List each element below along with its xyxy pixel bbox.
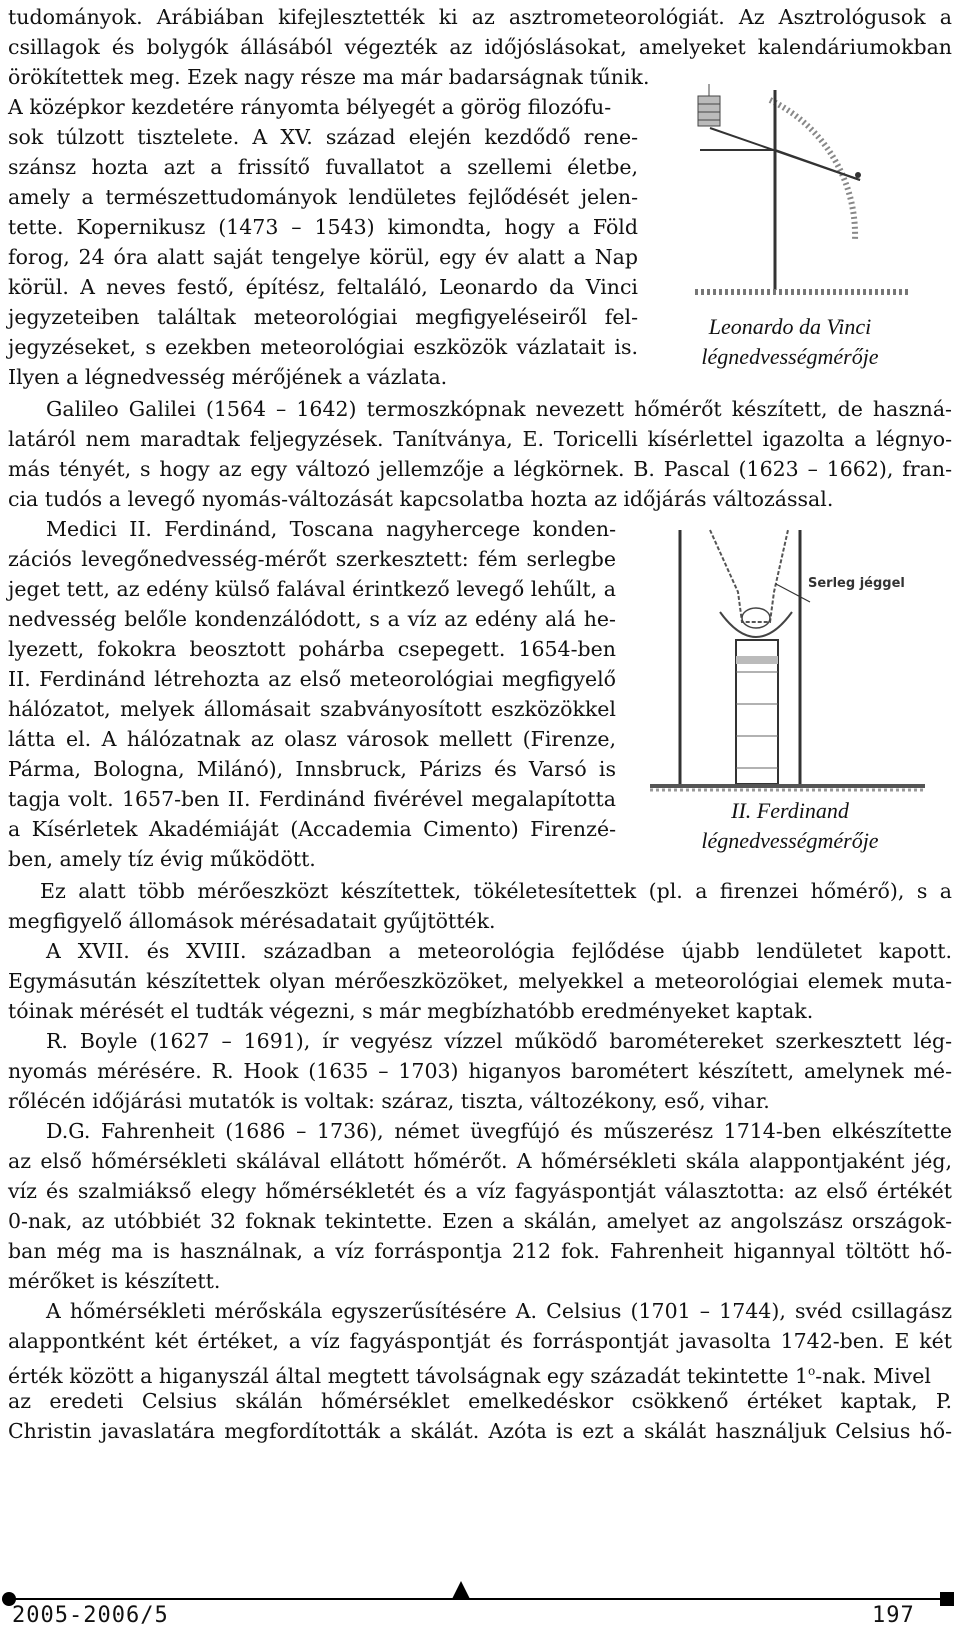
leonardo-hygrometer-illustration — [680, 80, 920, 320]
figure-caption-line: légnedvességmérője — [701, 828, 879, 853]
text-line: Párma, Bologna, Milánó), Innsbruck, Párizs és Varsó is — [8, 757, 616, 781]
text-line: A középkor kezdetére rányomta bélyegét a görög filozófu- — [8, 95, 612, 119]
footer-issue: 2005-2006/5 — [12, 1603, 169, 1628]
text-line: tudományok. Arábiában kifejlesztették ki az asztrometeorológiát. Az Asztrológusok a — [8, 5, 952, 29]
text-line: az eredeti Celsius skálán hőmérséklet emelkedéskor csökkenő értéket kaptak, P. — [8, 1389, 952, 1413]
text-line: a Kísérletek Akadémiáját (Accademia Cimento) Firenzé- — [8, 817, 616, 841]
text-line: jeget tett, az edény külső falával érintkező levegő lehűlt, a — [8, 577, 616, 601]
text-line: Christin javaslatára megfordították a skálát. Azóta is ezt a skálát használjuk Celsius hő- — [8, 1419, 952, 1443]
text-line: ben, amely tíz évig működött. — [8, 847, 316, 871]
text-line: Galileo Galilei (1564 – 1642) termoszkópnak nevezett hőmérőt készített, de haszná- — [46, 397, 952, 421]
text-line: zációs levegőnedvesség-mérőt szerkesztett: fém serlegbe — [8, 547, 616, 571]
text-line: tette. Kopernikusz (1473 – 1543) kimondta, hogy a Föld — [8, 215, 638, 239]
text-line: mérőket is készített. — [8, 1269, 221, 1293]
text-line: víz és szalmiákső elegy hőmérsékletét és a víz fagyáspontját választotta: az első értékét — [8, 1179, 952, 1203]
text-line: örökítettek meg. Ezek nagy része ma már badarságnak tűnik. — [8, 65, 650, 89]
text-line: cia tudós a levegő nyomás-változását kapcsolatba hozta az időjárás változással. — [8, 487, 834, 511]
text-line: alappontként két értéket, a víz fagyáspontját és forráspontját javasolta 1742-ben. E két — [8, 1329, 952, 1353]
text-line: forog, 24 óra alatt saját tengelye körül, egy év alatt a Nap — [8, 245, 638, 269]
text-line: Egymásután készítettek olyan mérőeszközöket, melyekkel a meteorológiai elemek muta- — [8, 969, 952, 993]
text-line: latáról nem maradtak feljegyzések. Tanítványa, E. Toricelli kísérlettel igazolta a légnyo- — [8, 427, 952, 451]
text-line: megfigyelő állomások mérésadatait gyűjtötték. — [8, 909, 496, 933]
footer-square-icon — [940, 1592, 954, 1606]
text-line: A XVII. és XVIII. században a meteorológia fejlődése újabb lendületet kapott. — [46, 939, 952, 963]
text-line: jegyzeteiben találtak meteorológiai megfigyeléseiről fel- — [8, 305, 638, 329]
footer-rule — [8, 1598, 952, 1600]
text-line: körül. A neves festő, építész, feltaláló, Leonardo da Vinci — [8, 275, 638, 299]
text-line: lyezett, fokokra beosztott pohárba csepegett. 1654-ben — [8, 637, 616, 661]
text-line: A hőmérsékleti mérőskála egyszerűsítésére A. Celsius (1701 – 1744), svéd csillagász — [46, 1299, 952, 1323]
text-line: Medici II. Ferdinánd, Toscana nagyhercege konden- — [46, 517, 616, 541]
ferdinand-hygrometer-illustration — [650, 522, 930, 792]
text-line: tagja volt. 1657-ben II. Ferdinánd fivérével megalapította — [8, 787, 616, 811]
text-line: nyomás mérésére. R. Hook (1635 – 1703) higanyos barométert készített, amelynek mé- — [8, 1059, 952, 1083]
text-span: -nak. Mivel — [815, 1363, 931, 1388]
text-line: nedvesség belőle kondenzálódott, s a víz az edény alá he- — [8, 607, 616, 631]
figure-caption-line: légnedvességmérője — [701, 344, 879, 369]
text-span: érték között a higanyszál által megtett távolságnak egy századát tekintette 1 — [8, 1363, 809, 1388]
text-line: rőlécén időjárási mutatók is voltak: száraz, tiszta, változékony, eső, vihar. — [8, 1089, 770, 1113]
text-line: tóinak mérését el tudták végezni, s már megbízhatóbb eredményeket kaptak. — [8, 999, 814, 1023]
text-line: jegyzéseket, s ezekben meteorológiai eszközök vázlatait is. — [8, 335, 638, 359]
text-line: Ez alatt több mérőeszközt készítettek, tökéletesítettek (pl. a firenzei hőmérő), s a — [40, 879, 952, 903]
figure-label: Serleg jéggel — [808, 576, 905, 591]
text-line: ban még ma is használnak, a víz forráspontja 212 fok. Fahrenheit higannyal töltött hő- — [8, 1239, 952, 1263]
figure-caption-line: II. Ferdinand — [731, 798, 849, 823]
text-line: hálózatot, melyek állomásait szabványosított eszközökkel — [8, 697, 616, 721]
superscript-degree: o — [808, 1364, 816, 1378]
footer-triangle-icon — [452, 1581, 470, 1599]
text-line: más tényét, s hogy az egy változó jellemzője a légkörnek. B. Pascal (1623 – 1662), fran- — [8, 457, 952, 481]
text-line: sok túlzott tisztelete. A XV. század elején kezdődő rene- — [8, 125, 638, 149]
text-line: II. Ferdinánd létrehozta az első meteorológiai megfigyelő — [8, 667, 616, 691]
text-line: 0-nak, az utóbbiét 32 foknak tekintette. Ezen a skálán, amelyet az angolszász országok- — [8, 1209, 952, 1233]
text-line: Ilyen a légnedvesség mérőjének a vázlata. — [8, 365, 448, 389]
text-line: R. Boyle (1627 – 1691), ír vegyész vízzel működő barométereket szerkesztett lég- — [46, 1029, 952, 1053]
text-line: az első hőmérsékleti skálával ellátott hőmérőt. A hőmérsékleti skála alappontjaként jég, — [8, 1149, 952, 1173]
footer-page-number: 197 — [872, 1603, 915, 1628]
text-line: amely a természettudományok lendületes fejlődését jelen- — [8, 185, 638, 209]
text-line: szánsz hozta azt a frissítő fuvallatot a szellemi életbe, — [8, 155, 638, 179]
figure-caption-line: Leonardo da Vinci — [708, 314, 872, 339]
text-line: látta el. A hálózatnak az olasz városok mellett (Firenze, — [8, 727, 616, 751]
text-line: csillagok és bolygók állásából végezték az időjóslásokat, amelyeket kalendáriumokban — [8, 35, 952, 59]
text-line: D.G. Fahrenheit (1686 – 1736), német üvegfújó és műszerész 1714-ben elkészítette — [46, 1119, 952, 1143]
